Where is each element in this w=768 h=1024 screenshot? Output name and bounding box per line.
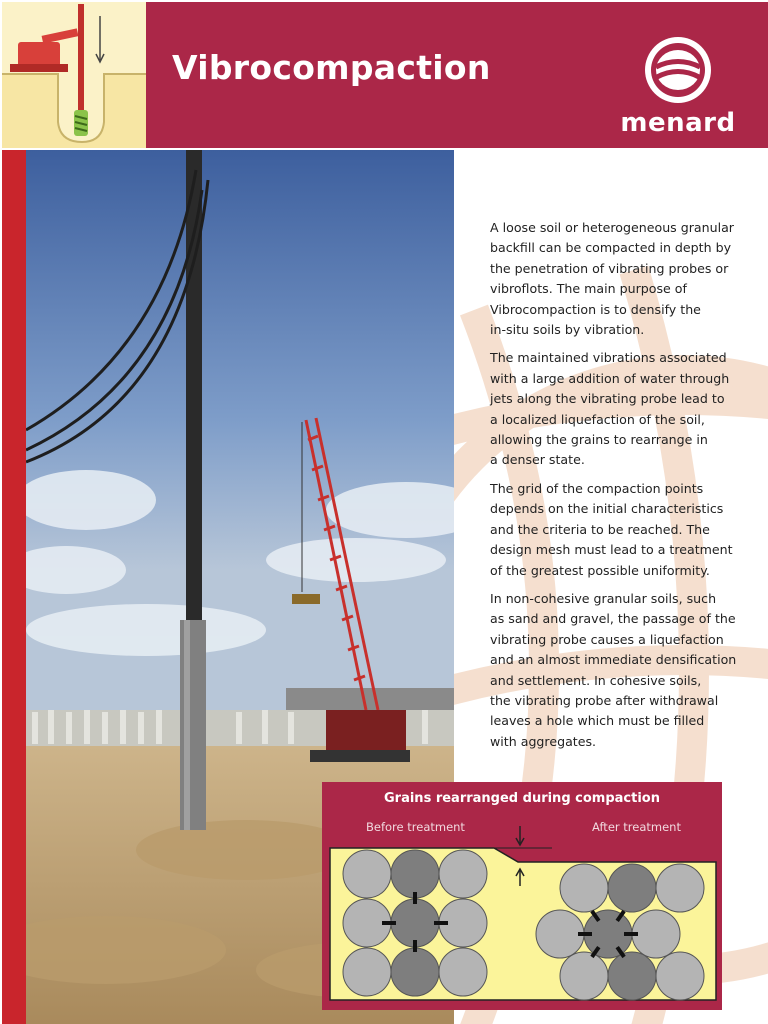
text-line: and an almost immediate densification: [490, 652, 737, 668]
grain: [560, 952, 608, 1000]
grain: [391, 899, 439, 947]
body-text: [490, 218, 737, 760]
text-line: The maintained vibrations associated: [490, 350, 727, 366]
paragraph: [490, 348, 730, 470]
grain: [343, 948, 391, 996]
grain: [391, 948, 439, 996]
text-line: a denser state.: [490, 452, 585, 468]
text-line: depends on the initial characteristics: [490, 501, 724, 517]
text-line: allowing the grains to rearrange in: [490, 432, 708, 448]
after-grains: [536, 864, 704, 1000]
text-line: A loose soil or heterogeneous granular: [490, 220, 734, 235]
paragraph: [490, 589, 737, 752]
text-line: a localized liquefaction of the soil,: [490, 411, 705, 427]
menard-logo: [610, 34, 746, 144]
grain: [608, 864, 656, 912]
text-line: with a large addition of water through: [490, 370, 730, 386]
text-line: vibroflots. The main purpose of: [490, 281, 687, 297]
paragraph: [490, 218, 734, 340]
menard-logo-mark: [610, 34, 746, 106]
before-grains: [343, 850, 487, 996]
side-accent-bar: [2, 150, 26, 1024]
grain: [560, 864, 608, 912]
vibroflot-rig-icon: [2, 2, 146, 148]
compaction-diagram: [322, 782, 722, 1010]
text-line: in-situ soils by vibration.: [490, 322, 645, 338]
text-line: vibrating probe causes a liquefaction: [490, 631, 724, 647]
text-line: of the greatest possible uniformity.: [490, 562, 710, 578]
grain: [536, 910, 584, 958]
title-banner: [146, 2, 768, 148]
text-line: the penetration of vibrating probes or: [490, 260, 729, 276]
text-line: leaves a hole which must be filled: [490, 713, 705, 729]
paragraph: [490, 479, 733, 581]
text-line: as sand and gravel, the passage of the: [490, 611, 736, 627]
page-title: Vibrocompaction: [172, 48, 491, 87]
grain: [439, 850, 487, 898]
logo-wordmark: menard: [620, 108, 736, 138]
before-treatment-label: Before treatment: [366, 820, 465, 834]
grain: [343, 850, 391, 898]
text-line: the vibrating probe after withdrawal: [490, 692, 719, 708]
text-line: backfill can be compacted in depth by: [490, 240, 732, 256]
text-line: design mesh must lead to a treatment: [490, 542, 733, 558]
text-line: Vibrocompaction is to densify the: [490, 301, 701, 317]
diagram-title: Grains rearranged during compaction: [384, 791, 660, 806]
text-line: The grid of the compaction points: [490, 480, 704, 496]
grains-illustration: [322, 782, 722, 1010]
grain: [632, 910, 680, 958]
grain: [439, 948, 487, 996]
grain: [608, 952, 656, 1000]
text-line: and settlement. In cohesive soils,: [490, 672, 702, 688]
grain: [656, 952, 704, 1000]
header: [0, 0, 768, 148]
text-line: and the criteria to be reached. The: [490, 521, 710, 537]
grain: [391, 850, 439, 898]
text-line: In non-cohesive granular soils, such: [490, 590, 717, 606]
grain: [656, 864, 704, 912]
text-line: jets along the vibrating probe lead to: [490, 391, 725, 407]
after-treatment-label: After treatment: [592, 820, 681, 834]
text-line: with aggregates.: [490, 733, 597, 749]
